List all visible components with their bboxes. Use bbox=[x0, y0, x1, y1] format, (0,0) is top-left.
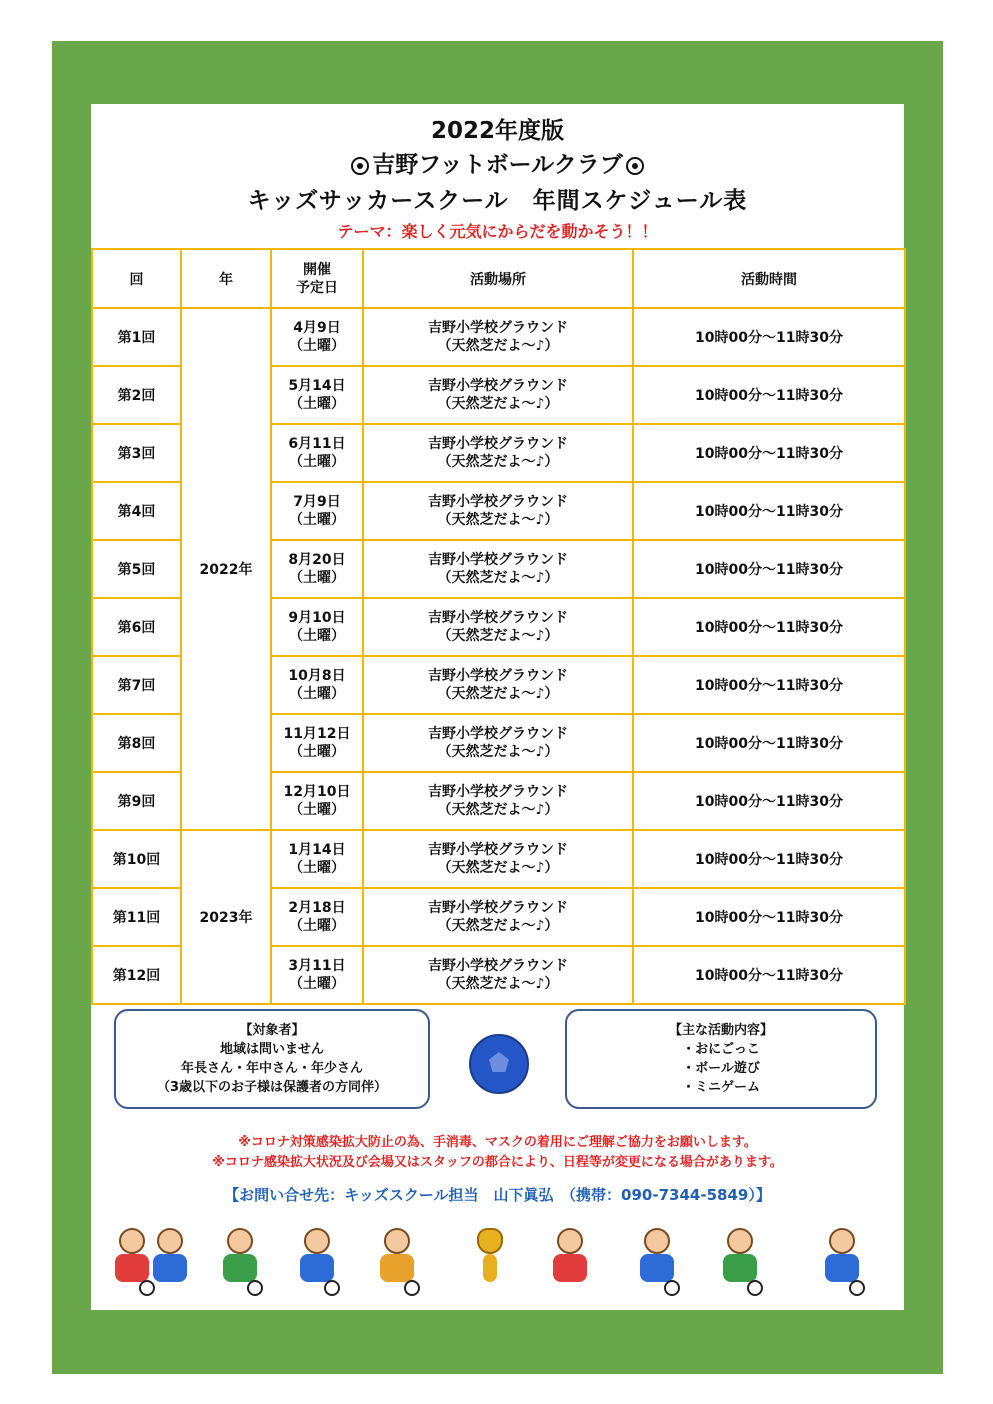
header-round: 回 bbox=[92, 249, 181, 308]
target-line: 年長さん・年中さん・年少さん bbox=[180, 1061, 363, 1076]
place-cell: 吉野小学校グラウンド （天然芝だよ～♪） bbox=[363, 424, 633, 482]
year-cell: 2022年 bbox=[181, 308, 271, 830]
activity-title: 【主な活動内容】 bbox=[668, 1023, 773, 1038]
target-line: （3歳以下のお子様は保護者の方同伴） bbox=[156, 1080, 388, 1095]
date-cell: 5月14日 （土曜） bbox=[271, 366, 363, 424]
place-cell: 吉野小学校グラウンド （天然芝だよ～♪） bbox=[363, 482, 633, 540]
date-cell: 2月18日 （土曜） bbox=[271, 888, 363, 946]
round-cell: 第9回 bbox=[92, 772, 181, 830]
round-cell: 第5回 bbox=[92, 540, 181, 598]
trophy-icon bbox=[459, 1228, 521, 1298]
date-cell: 3月11日 （土曜） bbox=[271, 946, 363, 1004]
activity-item: ・おにごっこ bbox=[682, 1042, 760, 1057]
table-row bbox=[92, 830, 905, 888]
place-cell: 吉野小学校グラウンド （天然芝だよ～♪） bbox=[363, 540, 633, 598]
round-cell: 第4回 bbox=[92, 482, 181, 540]
header-date: 開催 予定日 bbox=[271, 249, 363, 308]
date-cell: 6月11日 （土曜） bbox=[271, 424, 363, 482]
place-cell: 吉野小学校グラウンド （天然芝だよ～♪） bbox=[363, 830, 633, 888]
target-box bbox=[114, 1009, 430, 1109]
time-cell: 10時00分～11時30分 bbox=[633, 656, 905, 714]
place-cell: 吉野小学校グラウンド （天然芝だよ～♪） bbox=[363, 714, 633, 772]
target-title: 【対象者】 bbox=[239, 1023, 305, 1038]
activity-item: ・ボール遊び bbox=[682, 1061, 760, 1076]
date-cell: 7月9日 （土曜） bbox=[271, 482, 363, 540]
kid-player-icon bbox=[626, 1228, 688, 1298]
round-cell: 第7回 bbox=[92, 656, 181, 714]
target-line: 地域は問いません bbox=[219, 1042, 324, 1057]
round-cell: 第3回 bbox=[92, 424, 181, 482]
soccer-ball-icon bbox=[351, 157, 369, 175]
time-cell: 10時00分～11時30分 bbox=[633, 424, 905, 482]
round-cell: 第2回 bbox=[92, 366, 181, 424]
round-cell: 第11回 bbox=[92, 888, 181, 946]
place-cell: 吉野小学校グラウンド （天然芝だよ～♪） bbox=[363, 598, 633, 656]
kid-player-icon bbox=[209, 1228, 271, 1298]
date-cell: 10月8日 （土曜） bbox=[271, 656, 363, 714]
time-cell: 10時00分～11時30分 bbox=[633, 308, 905, 366]
header-time: 活動時間 bbox=[633, 249, 905, 308]
date-cell: 1月14日 （土曜） bbox=[271, 830, 363, 888]
place-cell: 吉野小学校グラウンド （天然芝だよ～♪） bbox=[363, 772, 633, 830]
year-cell: 2023年 bbox=[181, 830, 271, 1004]
kid-player-icon bbox=[811, 1228, 873, 1298]
goalkeeper-icon bbox=[539, 1228, 601, 1298]
kid-player-icon bbox=[139, 1228, 201, 1298]
kids-illustration-strip bbox=[91, 1222, 904, 1302]
schedule-sheet bbox=[91, 104, 904, 1310]
kid-player-icon bbox=[366, 1228, 428, 1298]
round-cell: 第12回 bbox=[92, 946, 181, 1004]
time-cell: 10時00分～11時30分 bbox=[633, 946, 905, 1004]
schedule-table bbox=[91, 248, 906, 1005]
date-cell: 8月20日 （土曜） bbox=[271, 540, 363, 598]
date-cell: 12月10日 （土曜） bbox=[271, 772, 363, 830]
time-cell: 10時00分～11時30分 bbox=[633, 830, 905, 888]
round-cell: 第10回 bbox=[92, 830, 181, 888]
time-cell: 10時00分～11時30分 bbox=[633, 482, 905, 540]
table-row bbox=[92, 308, 905, 366]
activity-item: ・ミニゲーム bbox=[681, 1080, 760, 1095]
club-title bbox=[91, 146, 904, 179]
time-cell: 10時00分～11時30分 bbox=[633, 888, 905, 946]
place-cell: 吉野小学校グラウンド （天然芝だよ～♪） bbox=[363, 366, 633, 424]
date-cell: 9月10日 （土曜） bbox=[271, 598, 363, 656]
date-cell: 11月12日 （土曜） bbox=[271, 714, 363, 772]
place-cell: 吉野小学校グラウンド （天然芝だよ～♪） bbox=[363, 888, 633, 946]
time-cell: 10時00分～11時30分 bbox=[633, 714, 905, 772]
notice-text: ※コロナ感染拡大状況及び会場又はスタッフの都合により、日程等が変更になる場合があります。 bbox=[212, 1155, 783, 1170]
round-cell: 第6回 bbox=[92, 598, 181, 656]
soccer-ball-icon bbox=[626, 157, 644, 175]
activity-box bbox=[565, 1009, 877, 1109]
edition-title: 2022年度版 bbox=[430, 118, 564, 144]
school-title: キッズサッカースクール 年間スケジュール表 bbox=[247, 188, 748, 214]
date-cell: 4月9日 （土曜） bbox=[271, 308, 363, 366]
header-place: 活動場所 bbox=[363, 249, 633, 308]
place-cell: 吉野小学校グラウンド （天然芝だよ～♪） bbox=[363, 946, 633, 1004]
time-cell: 10時00分～11時30分 bbox=[633, 540, 905, 598]
club-name: 吉野フットボールクラブ bbox=[372, 152, 623, 178]
time-cell: 10時00分～11時30分 bbox=[633, 598, 905, 656]
round-cell: 第8回 bbox=[92, 714, 181, 772]
notice-text: ※コロナ対策感染拡大防止の為、手消毒、マスクの着用にご理解ご協力をお願いします。 bbox=[238, 1135, 757, 1150]
schedule-body bbox=[92, 308, 905, 1004]
place-cell: 吉野小学校グラウンド （天然芝だよ～♪） bbox=[363, 656, 633, 714]
kid-player-icon bbox=[709, 1228, 771, 1298]
contact-text: 【お問い合せ先：キッズスクール担当 山下眞弘 （携帯：090-7344-5849）】 bbox=[224, 1186, 771, 1204]
theme-text: テーマ：楽しく元気にからだを動かそう！！ bbox=[337, 222, 658, 241]
round-cell: 第1回 bbox=[92, 308, 181, 366]
kid-player-icon bbox=[286, 1228, 348, 1298]
time-cell: 10時00分～11時30分 bbox=[633, 366, 905, 424]
table-header-row bbox=[92, 249, 905, 308]
soccer-ball-icon bbox=[469, 1034, 529, 1094]
time-cell: 10時00分～11時30分 bbox=[633, 772, 905, 830]
place-cell: 吉野小学校グラウンド （天然芝だよ～♪） bbox=[363, 308, 633, 366]
header-year: 年 bbox=[181, 249, 271, 308]
